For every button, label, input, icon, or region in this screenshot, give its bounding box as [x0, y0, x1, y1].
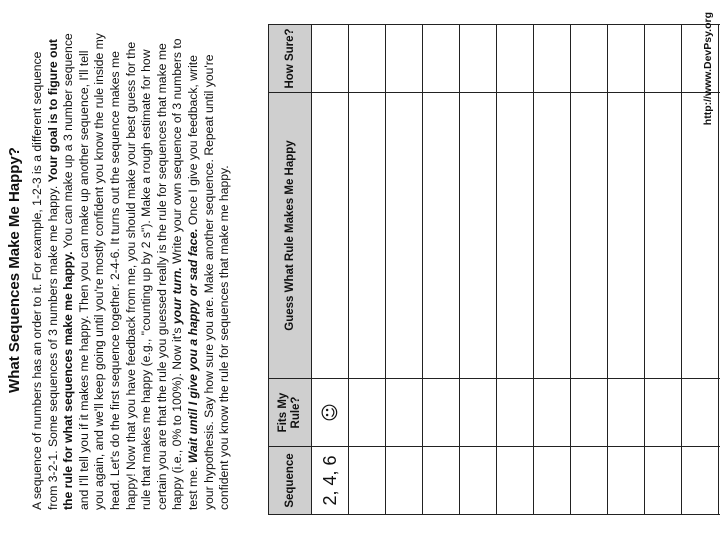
table-row [460, 25, 497, 515]
sequence-cell[interactable] [349, 447, 386, 515]
sequence-cell[interactable] [534, 447, 571, 515]
guess-rule-cell[interactable] [312, 93, 349, 379]
table-row [349, 25, 386, 515]
guess-rule-cell[interactable] [349, 93, 386, 379]
how-sure-cell[interactable] [534, 25, 571, 93]
instructions-text-1: A sequence of numbers has an order to it. For example, 1-2-3 is a different sequence from 3-2-1. Some sequences of 3 numbers make me happy. [30, 51, 60, 510]
how-sure-cell[interactable] [460, 25, 497, 93]
sequence-cell[interactable] [460, 447, 497, 515]
fits-rule-cell[interactable] [645, 379, 682, 447]
guess-rule-cell[interactable] [460, 93, 497, 379]
sequence-cell[interactable] [423, 447, 460, 515]
header-fits-rule: Fits My Rule? [269, 379, 312, 447]
sequence-table [268, 24, 720, 515]
header-how-sure: How Sure? [269, 25, 312, 93]
guess-rule-cell[interactable] [682, 93, 719, 379]
sequence-cell[interactable] [608, 447, 645, 515]
fits-rule-cell[interactable] [460, 379, 497, 447]
table-row [386, 25, 423, 515]
how-sure-cell[interactable] [386, 25, 423, 93]
fits-rule-cell[interactable] [497, 379, 534, 447]
instructions-text-3: Write your own sequence of 3 numbers to test me. [170, 38, 200, 510]
sequence-cell[interactable]: 2, 4, 6 [312, 447, 349, 515]
sequence-cell[interactable] [571, 447, 608, 515]
table-row [608, 25, 645, 515]
guess-rule-cell[interactable] [645, 93, 682, 379]
smiley-face-icon: ☺ [312, 379, 349, 447]
instructions-your-turn: your turn. [170, 267, 185, 325]
guess-rule-cell[interactable] [534, 93, 571, 379]
how-sure-cell[interactable] [423, 25, 460, 93]
table-row [312, 25, 349, 515]
fits-rule-cell[interactable] [349, 379, 386, 447]
how-sure-cell[interactable] [571, 25, 608, 93]
guess-rule-cell[interactable] [608, 93, 645, 379]
guess-rule-cell[interactable] [423, 93, 460, 379]
fits-rule-cell[interactable] [386, 379, 423, 447]
table-row [571, 25, 608, 515]
guess-rule-cell[interactable] [497, 93, 534, 379]
guess-rule-cell[interactable] [571, 93, 608, 379]
how-sure-cell[interactable] [645, 25, 682, 93]
header-guess-rule: Guess What Rule Makes Me Happy [269, 93, 312, 379]
how-sure-cell[interactable] [497, 25, 534, 93]
instructions-text-4: Once I give you feedback, write your hypothesis. Say how sure you are. Make another sequence. Repeat until you're confident you know the rule for sequences that make me happy. [185, 54, 232, 510]
instructions-wait: Wait until I give you a happy or sad face. [185, 228, 200, 464]
sequence-cell[interactable] [645, 447, 682, 515]
fits-rule-cell[interactable] [682, 379, 719, 447]
table-row [423, 25, 460, 515]
instructions-goal: Your goal is to figure out the rule for what sequences make me happy. [45, 39, 76, 510]
table-row [534, 25, 571, 515]
guess-rule-cell[interactable] [386, 93, 423, 379]
how-sure-cell[interactable] [349, 25, 386, 93]
fits-rule-cell[interactable] [571, 379, 608, 447]
page-title: What Sequences Make Me Happy? [6, 147, 23, 393]
sequence-cell[interactable] [386, 447, 423, 515]
table-header-row [269, 25, 312, 515]
instructions-paragraph [30, 30, 233, 510]
fits-rule-cell[interactable] [608, 379, 645, 447]
how-sure-cell[interactable] [608, 25, 645, 93]
footer-url: http://www.DevPsy.org [702, 12, 714, 126]
instructions-text-2: You can make up a 3 number sequence and I'll tell you if it makes me happy. Then you can make up another sequence, I'll tell you again, and we'll keep going until you're mostly confident you know the rule inside my head. Let's do the first sequence together. 2-4-6. It turns out the sequence makes me happy! Now that you have feedback from me, you should make your best guess for the rule that makes me happy (e.g., "counting up by 2 s"). Make a rough estimate for how certain you are that the rule you guessed really is the rule for sequences that make me happy (i.e., 0% to 100%). Now it's [61, 33, 185, 510]
fits-rule-cell[interactable] [534, 379, 571, 447]
table-row [497, 25, 534, 515]
fits-rule-cell[interactable] [423, 379, 460, 447]
sequence-cell[interactable] [682, 447, 719, 515]
how-sure-cell[interactable] [312, 25, 349, 93]
header-sequence: Sequence [269, 447, 312, 515]
sequence-cell[interactable] [497, 447, 534, 515]
table-row [645, 25, 682, 515]
